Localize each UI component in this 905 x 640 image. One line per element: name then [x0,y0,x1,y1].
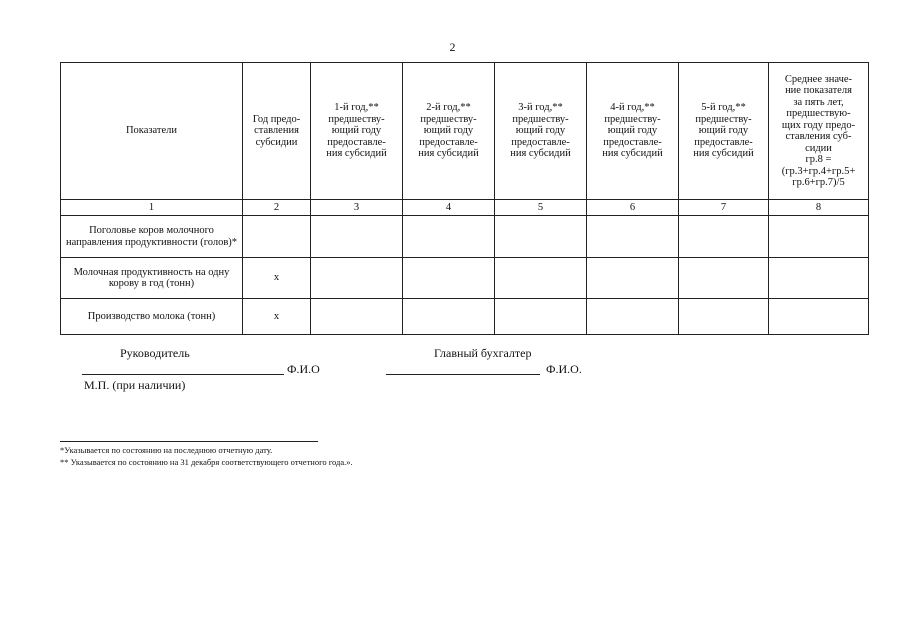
table-cell [495,299,587,335]
table-cell [679,216,769,258]
column-number: 6 [587,200,679,216]
table-cell [311,216,403,258]
table-cell [679,258,769,299]
column-number: 4 [403,200,495,216]
table-cell [679,299,769,335]
column-number: 3 [311,200,403,216]
footnote-2: ** Указывается по состоянию на 31 декабря соответствующего отчетного года.». [60,457,353,467]
header-cell: 5-й год,** предшеству- ющий году предоставле- ния субсидий [679,63,769,200]
page-number: 2 [449,40,456,54]
table-cell [495,258,587,299]
table-cell [403,258,495,299]
header-cell: 3-й год,** предшеству- ющий году предоставле- ния субсидий [495,63,587,200]
accountant-fio: Ф.И.О. [546,362,582,376]
head-fio: Ф.И.О [287,362,320,376]
table-cell [587,216,679,258]
table-cell: х [243,258,311,299]
table-cell [311,258,403,299]
head-signature-line [82,374,284,375]
column-number: 5 [495,200,587,216]
table-cell [311,299,403,335]
table-row [61,299,869,335]
header-cell: Год предо- ставления субсидии [243,63,311,200]
table-cell [495,216,587,258]
column-number-row [61,200,869,216]
header-cell: Среднее значе- ние показателя за пять лет, предшествую- щих году предо- ставления суб- сидии гр.8 = (гр.3+гр.4+гр.5+ гр.6+гр.7)/5 [769,63,869,200]
table-cell [769,216,869,258]
table-row [61,258,869,299]
header-cell: 1-й год,** предшеству- ющий году предоставле- ния субсидий [311,63,403,200]
column-number: 2 [243,200,311,216]
indicators-table [60,62,869,335]
header-cell: 2-й год,** предшеству- ющий году предоставле- ния субсидий [403,63,495,200]
column-number: 8 [769,200,869,216]
row-label: Производство молока (тонн) [61,299,243,335]
row-label: Молочная продуктивность на одну корову в год (тонн) [61,258,243,299]
table-cell [403,299,495,335]
table-header-row [61,63,869,200]
row-label: Поголовье коров молочного направления продуктивности (голов)* [61,216,243,258]
footnote-1: *Указывается по состоянию на последнюю отчетную дату. [60,445,273,455]
table-cell [587,299,679,335]
head-title: Руководитель [120,346,190,360]
table-cell: х [243,299,311,335]
table-row [61,216,869,258]
table-cell [769,258,869,299]
header-cell: 4-й год,** предшеству- ющий году предоставле- ния субсидий [587,63,679,200]
accountant-title: Главный бухгалтер [434,346,532,360]
table-cell [587,258,679,299]
column-number: 1 [61,200,243,216]
column-number: 7 [679,200,769,216]
header-cell: Показатели [61,63,243,200]
accountant-signature-line [386,374,540,375]
footnote-divider [60,441,318,442]
table-cell [243,216,311,258]
table-cell [769,299,869,335]
stamp-note: М.П. (при наличии) [84,378,186,392]
table-cell [403,216,495,258]
